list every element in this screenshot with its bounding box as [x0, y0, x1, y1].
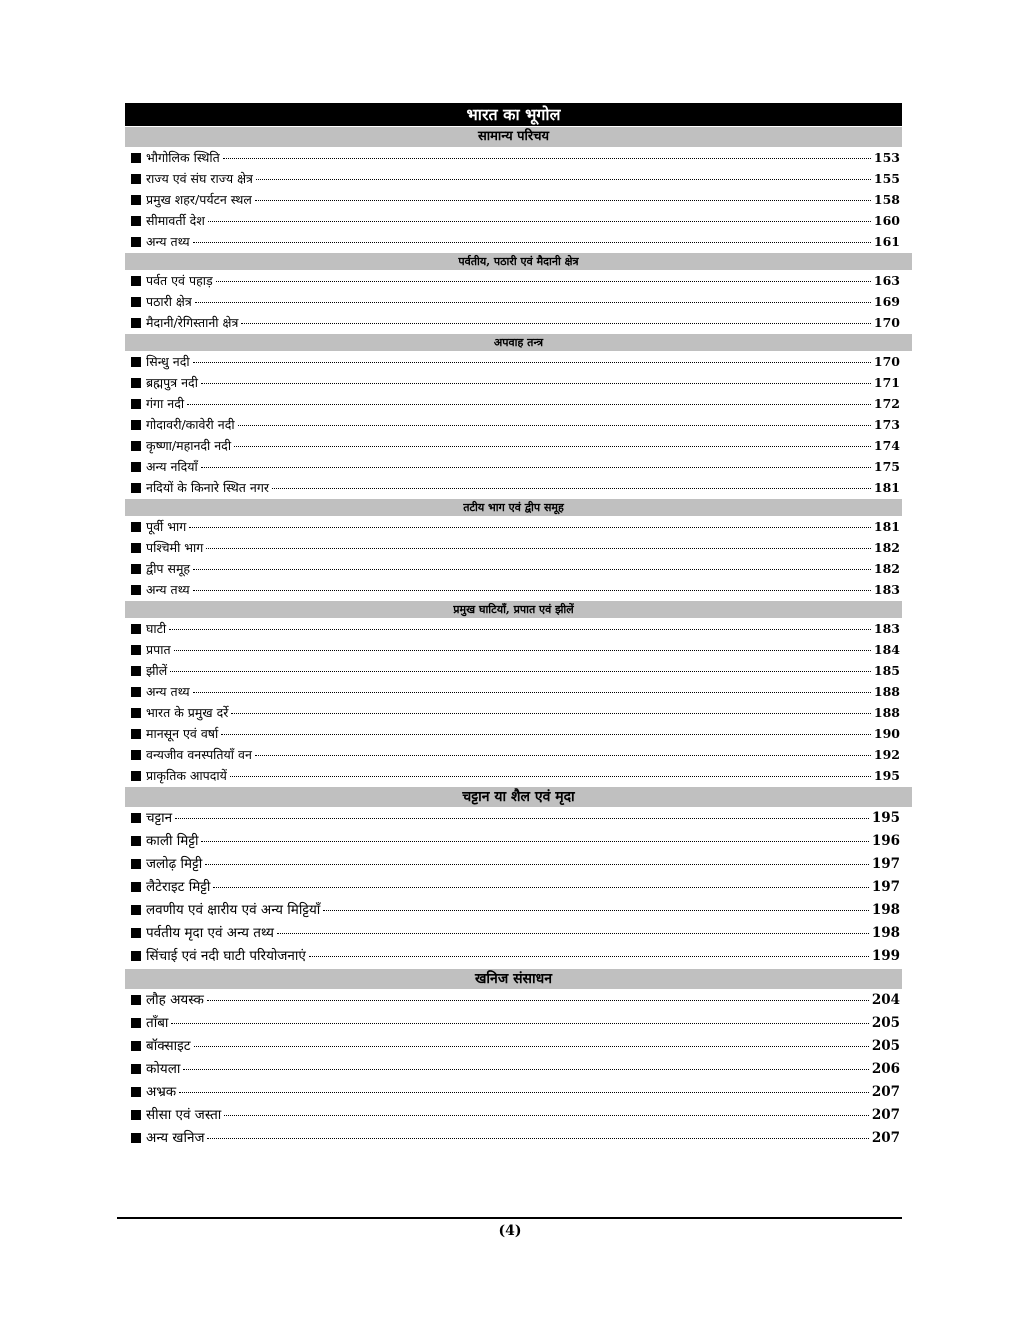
entry-title: अन्य तथ्य [146, 234, 190, 249]
entry-page-number: 198 [871, 925, 900, 941]
dot-leader [171, 1023, 868, 1024]
section-heading: पर्वतीय, पठारी एवं मैदानी क्षेत्र [125, 253, 912, 270]
entry-page-number: 183 [873, 582, 900, 597]
entry-title: नदियों के किनारे स्थित नगर [146, 480, 269, 495]
toc-entry[interactable] [125, 1012, 902, 1035]
entry-page-number: 207 [871, 1107, 900, 1123]
dot-leader [231, 713, 871, 714]
toc-entry[interactable] [125, 1035, 902, 1058]
table-of-contents [125, 127, 902, 1150]
entry-page-number: 163 [873, 273, 900, 288]
section-heading: खनिज संसाधन [125, 969, 902, 989]
dot-leader [323, 910, 869, 911]
chapter-title: भारत का भूगोल [125, 103, 902, 126]
dot-leader [187, 404, 871, 405]
entry-page-number: 195 [873, 768, 900, 783]
square-bullet-icon [131, 624, 141, 634]
square-bullet-icon [131, 420, 141, 430]
entry-title: प्राकृतिक आपदायें [146, 768, 227, 783]
toc-entry[interactable] [125, 807, 902, 830]
entry-page-number: 197 [871, 879, 900, 895]
entry-page-number: 182 [873, 561, 900, 576]
entry-title: पर्वतीय मृदा एवं अन्य तथ्य [146, 925, 274, 941]
entry-title: सिन्धु नदी [146, 354, 190, 369]
entry-title: ब्रह्मपुत्र नदी [146, 375, 198, 390]
dot-leader [183, 1069, 868, 1070]
entry-page-number: 185 [873, 663, 900, 678]
entry-title: सिंचाई एवं नदी घाटी परियोजनाएं [146, 948, 306, 964]
dot-leader [201, 841, 868, 842]
toc-entry[interactable] [125, 351, 902, 372]
square-bullet-icon [131, 585, 141, 595]
toc-entry[interactable] [125, 516, 902, 537]
entry-page-number: 155 [873, 171, 900, 186]
dot-leader [193, 692, 871, 693]
entry-title: सीमावर्ती देश [146, 213, 205, 228]
toc-entry[interactable] [125, 312, 902, 333]
section-heading: सामान्य परिचय [125, 127, 902, 147]
entry-title: पठारी क्षेत्र [146, 294, 192, 309]
square-bullet-icon [131, 462, 141, 472]
square-bullet-icon [131, 859, 141, 869]
entry-title: पश्चिमी भाग [146, 540, 204, 555]
entry-title: झीलें [146, 663, 168, 678]
entry-title: गोदावरी/कावेरी नदी [146, 417, 235, 432]
entry-title: जलोढ़ मिट्टी [146, 856, 203, 872]
toc-entry[interactable] [125, 723, 902, 744]
entry-title: घाटी [146, 621, 167, 636]
square-bullet-icon [131, 687, 141, 697]
contents-page [125, 103, 902, 1150]
square-bullet-icon [131, 174, 141, 184]
entry-page-number: 204 [871, 992, 900, 1008]
entry-page-number: 153 [873, 150, 900, 165]
toc-entry[interactable] [125, 1127, 902, 1150]
entry-title: चट्टान [146, 810, 173, 826]
entry-page-number: 205 [871, 1038, 900, 1054]
square-bullet-icon [131, 666, 141, 676]
toc-entry[interactable] [125, 210, 902, 231]
toc-entry[interactable] [125, 1104, 902, 1127]
entry-title: मैदानी/रेगिस्तानी क्षेत्र [146, 315, 239, 330]
dot-leader [207, 1000, 869, 1001]
square-bullet-icon [131, 645, 141, 655]
dot-leader [169, 629, 871, 630]
toc-entry[interactable] [125, 899, 902, 922]
dot-leader [170, 671, 871, 672]
dot-leader [309, 956, 869, 957]
dot-leader [193, 242, 871, 243]
entry-title: प्रपात [146, 642, 171, 657]
entry-page-number: 195 [871, 810, 900, 826]
toc-entry[interactable] [125, 853, 902, 876]
dot-leader [221, 734, 871, 735]
entry-page-number: 199 [871, 948, 900, 964]
entry-page-number: 173 [873, 417, 900, 432]
dot-leader [193, 590, 871, 591]
toc-entry[interactable] [125, 702, 902, 723]
entry-page-number: 183 [873, 621, 900, 636]
toc-entry[interactable] [125, 922, 902, 945]
toc-entry[interactable] [125, 876, 902, 899]
entry-title: कोयला [146, 1061, 181, 1077]
entry-title: वन्यजीव वनस्पतियाँ वन [146, 747, 252, 762]
square-bullet-icon [131, 483, 141, 493]
toc-entry[interactable] [125, 372, 902, 393]
dot-leader [201, 383, 871, 384]
entry-page-number: 188 [873, 705, 900, 720]
toc-entry[interactable] [125, 393, 902, 414]
entry-title: भौगोलिक स्थिति [146, 150, 220, 165]
section-heading: अपवाह तन्त्र [125, 334, 912, 351]
dot-leader [256, 179, 871, 180]
dot-leader [223, 158, 871, 159]
toc-entry[interactable] [125, 945, 902, 968]
square-bullet-icon [131, 905, 141, 915]
dot-leader [174, 650, 871, 651]
toc-entry[interactable] [125, 744, 902, 765]
entry-title: अभ्रक [146, 1084, 177, 1100]
dot-leader [189, 527, 871, 528]
entry-title: अन्य तथ्य [146, 684, 190, 699]
square-bullet-icon [131, 1110, 141, 1120]
entry-page-number: 182 [873, 540, 900, 555]
toc-entry[interactable] [125, 1081, 902, 1104]
square-bullet-icon [131, 1041, 141, 1051]
square-bullet-icon [131, 564, 141, 574]
entry-title: द्वीप समूह [146, 561, 191, 576]
square-bullet-icon [131, 928, 141, 938]
square-bullet-icon [131, 882, 141, 892]
dot-leader [193, 569, 871, 570]
square-bullet-icon [131, 276, 141, 286]
entry-page-number: 158 [873, 192, 900, 207]
square-bullet-icon [131, 357, 141, 367]
entry-title: ताँबा [146, 1015, 169, 1031]
square-bullet-icon [131, 1133, 141, 1143]
toc-entry[interactable] [125, 477, 902, 498]
square-bullet-icon [131, 522, 141, 532]
footer-rule [117, 1217, 902, 1219]
toc-entry[interactable] [125, 558, 902, 579]
entry-title: राज्य एवं संघ राज्य क्षेत्र [146, 171, 253, 186]
toc-entry[interactable] [125, 1058, 902, 1081]
entry-title: अन्य खनिज [146, 1130, 205, 1146]
toc-entry[interactable] [125, 231, 902, 252]
section-heading: चट्टान या शैल एवं मृदा [125, 787, 912, 807]
entry-page-number: 206 [871, 1061, 900, 1077]
square-bullet-icon [131, 378, 141, 388]
toc-entry[interactable] [125, 579, 902, 600]
entry-page-number: 198 [871, 902, 900, 918]
entry-page-number: 184 [873, 642, 900, 657]
square-bullet-icon [131, 708, 141, 718]
square-bullet-icon [131, 836, 141, 846]
square-bullet-icon [131, 216, 141, 226]
section-heading: प्रमुख घाटियाँ, प्रपात एवं झीलें [125, 601, 902, 618]
entry-page-number: 161 [873, 234, 900, 249]
toc-entry[interactable] [125, 681, 902, 702]
square-bullet-icon [131, 995, 141, 1005]
entry-title: काली मिट्टी [146, 833, 199, 849]
entry-title: प्रमुख शहर/पर्यटन स्थल [146, 192, 252, 207]
toc-entry[interactable] [125, 989, 902, 1012]
square-bullet-icon [131, 1087, 141, 1097]
toc-entry[interactable] [125, 147, 902, 168]
square-bullet-icon [131, 318, 141, 328]
toc-entry[interactable] [125, 270, 902, 291]
square-bullet-icon [131, 813, 141, 823]
toc-entry[interactable] [125, 435, 902, 456]
entry-title: लौह अयस्क [146, 992, 204, 1008]
dot-leader [201, 467, 871, 468]
dot-leader [193, 362, 871, 363]
entry-page-number: 169 [873, 294, 900, 309]
entry-title: भारत के प्रमुख दर्रे [146, 705, 229, 720]
dot-leader [195, 302, 871, 303]
entry-page-number: 170 [873, 354, 900, 369]
square-bullet-icon [131, 297, 141, 307]
dot-leader [230, 776, 871, 777]
dot-leader [208, 221, 871, 222]
dot-leader [255, 200, 871, 201]
entry-title: बॉक्साइट [146, 1038, 191, 1054]
dot-leader [207, 1138, 868, 1139]
entry-page-number: 205 [871, 1015, 900, 1031]
entry-page-number: 197 [871, 856, 900, 872]
dot-leader [224, 1115, 869, 1116]
dot-leader [213, 887, 868, 888]
toc-entry[interactable] [125, 639, 902, 660]
entry-page-number: 172 [873, 396, 900, 411]
entry-page-number: 181 [873, 519, 900, 534]
square-bullet-icon [131, 1064, 141, 1074]
entry-title: कृष्णा/महानदी नदी [146, 438, 232, 453]
square-bullet-icon [131, 951, 141, 961]
square-bullet-icon [131, 237, 141, 247]
entry-page-number: 175 [873, 459, 900, 474]
entry-page-number: 181 [873, 480, 900, 495]
entry-page-number: 188 [873, 684, 900, 699]
square-bullet-icon [131, 543, 141, 553]
square-bullet-icon [131, 195, 141, 205]
entry-page-number: 207 [871, 1084, 900, 1100]
dot-leader [206, 548, 871, 549]
toc-entry[interactable] [125, 830, 902, 853]
dot-leader [179, 1092, 869, 1093]
square-bullet-icon [131, 441, 141, 451]
entry-title: अन्य तथ्य [146, 582, 190, 597]
square-bullet-icon [131, 771, 141, 781]
entry-page-number: 171 [873, 375, 900, 390]
entry-title: पूर्वी भाग [146, 519, 187, 534]
entry-page-number: 160 [873, 213, 900, 228]
entry-title: लैटेराइट मिट्टी [146, 879, 211, 895]
dot-leader [234, 446, 871, 447]
toc-entry[interactable] [125, 168, 902, 189]
dot-leader [277, 933, 869, 934]
square-bullet-icon [131, 729, 141, 739]
dot-leader [194, 1046, 869, 1047]
entry-title: गंगा नदी [146, 396, 185, 411]
toc-entry[interactable] [125, 618, 902, 639]
entry-page-number: 170 [873, 315, 900, 330]
entry-title: सीसा एवं जस्ता [146, 1107, 222, 1123]
entry-page-number: 196 [871, 833, 900, 849]
entry-page-number: 192 [873, 747, 900, 762]
toc-entry[interactable] [125, 414, 902, 435]
toc-entry[interactable] [125, 660, 902, 681]
entry-page-number: 207 [871, 1130, 900, 1146]
dot-leader [175, 818, 869, 819]
entry-page-number: 174 [873, 438, 900, 453]
dot-leader [272, 488, 871, 489]
square-bullet-icon [131, 1018, 141, 1028]
toc-entry[interactable] [125, 765, 902, 786]
entry-title: मानसून एवं वर्षा [146, 726, 219, 741]
dot-leader [238, 425, 871, 426]
square-bullet-icon [131, 399, 141, 409]
section-heading: तटीय भाग एवं द्वीप समूह [125, 499, 902, 516]
entry-title: लवणीय एवं क्षारीय एवं अन्य मिट्टियाँ [146, 902, 321, 918]
dot-leader [205, 864, 869, 865]
entry-title: पर्वत एवं पहाड़ [146, 273, 213, 288]
dot-leader [241, 323, 871, 324]
page-number: (4) [498, 1223, 522, 1239]
toc-entry[interactable] [125, 537, 902, 558]
entry-title: अन्य नदियाँ [146, 459, 198, 474]
dot-leader [255, 755, 871, 756]
toc-entry[interactable] [125, 456, 902, 477]
toc-entry[interactable] [125, 291, 902, 312]
square-bullet-icon [131, 750, 141, 760]
dot-leader [216, 281, 871, 282]
square-bullet-icon [131, 153, 141, 163]
toc-entry[interactable] [125, 189, 902, 210]
entry-page-number: 190 [873, 726, 900, 741]
